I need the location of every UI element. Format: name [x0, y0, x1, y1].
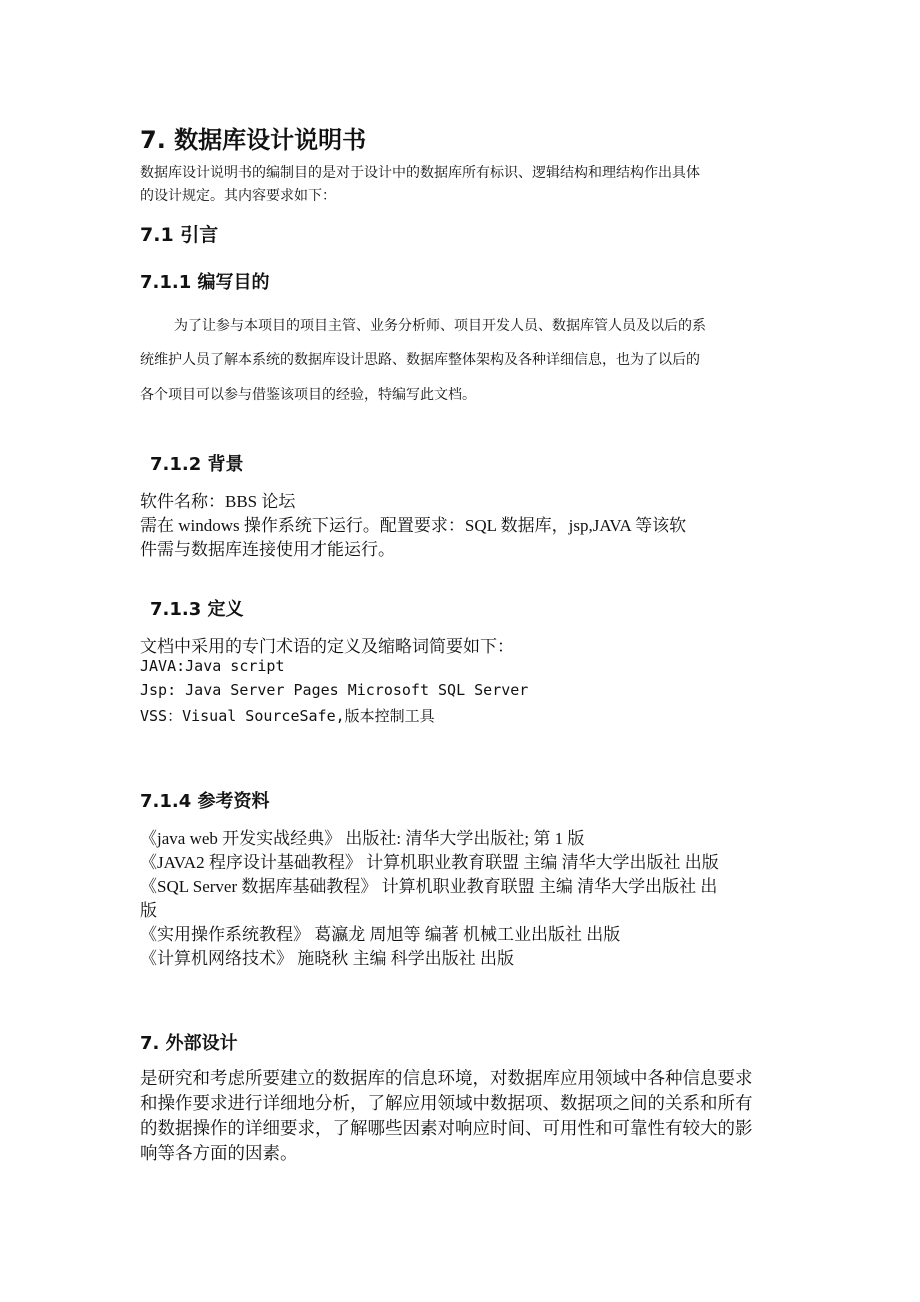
- purpose-line-2: 统维护人员了解本系统的数据库设计思路、数据库整体架构及各种详细信息，也为了以后的: [140, 352, 700, 368]
- section-7-1-heading: 7.1 引言: [140, 224, 219, 246]
- section-7-1-1-heading: 7.1.1 编写目的: [140, 272, 270, 293]
- section-external-design-heading: 7. 外部设计: [140, 1033, 238, 1054]
- definition-line-1: 文档中采用的专门术语的定义及缩略词简要如下：: [140, 637, 514, 656]
- reference-1: 《java web 开发实战经典》 出版社: 清华大学出版社; 第 1 版: [140, 829, 585, 848]
- page-title: 7. 数据库设计说明书: [140, 126, 367, 154]
- background-line-2: 需在 windows 操作系统下运行。配置要求：SQL 数据库，jsp,JAVA 等该软: [140, 516, 687, 535]
- definition-line-3: Jsp: Java Server Pages Microsoft SQL Server: [140, 681, 529, 699]
- external-design-line-4: 响等各方面的因素。: [140, 1143, 298, 1163]
- intro-line-1: 数据库设计说明书的编制目的是对于设计中的数据库所有标识、逻辑结构和理结构作出具体: [140, 165, 700, 181]
- definition-line-4: VSS：Visual SourceSafe,版本控制工具: [140, 707, 435, 725]
- external-design-line-1: 是研究和考虑所要建立的数据库的信息环境，对数据库应用领域中各种信息要求: [140, 1068, 753, 1088]
- reference-4: 《实用操作系统教程》 葛瀛龙 周旭等 编著 机械工业出版社 出版: [140, 925, 621, 944]
- background-line-3: 件需与数据库连接使用才能运行。: [140, 540, 395, 559]
- section-7-1-3-heading: 7.1.3 定义: [150, 599, 244, 620]
- background-line-1: 软件名称：BBS 论坛: [140, 492, 296, 511]
- purpose-line-1: 为了让参与本项目的项目主管、业务分析师、项目开发人员、数据库管人员及以后的系: [174, 318, 706, 334]
- section-7-1-2-heading: 7.1.2 背景: [150, 454, 244, 475]
- intro-line-2: 的设计规定。其内容要求如下：: [140, 188, 336, 204]
- section-7-1-4-heading: 7.1.4 参考资料: [140, 791, 270, 812]
- reference-2: 《JAVA2 程序设计基础教程》 计算机职业教育联盟 主编 清华大学出版社 出版: [140, 853, 719, 872]
- reference-5: 《计算机网络技术》 施晓秋 主编 科学出版社 出版: [140, 949, 514, 968]
- definition-line-2: JAVA:Java script: [140, 657, 285, 675]
- purpose-line-3: 各个项目可以参与借鉴该项目的经验，特编写此文档。: [140, 387, 476, 403]
- reference-3b: 版: [140, 901, 157, 920]
- external-design-line-3: 的数据操作的详细要求，了解哪些因素对响应时间、可用性和可靠性有较大的影: [140, 1118, 753, 1138]
- reference-3a: 《SQL Server 数据库基础教程》 计算机职业教育联盟 主编 清华大学出版社 出: [140, 877, 718, 896]
- external-design-line-2: 和操作要求进行详细地分析，了解应用领域中数据项、数据项之间的关系和所有: [140, 1093, 753, 1113]
